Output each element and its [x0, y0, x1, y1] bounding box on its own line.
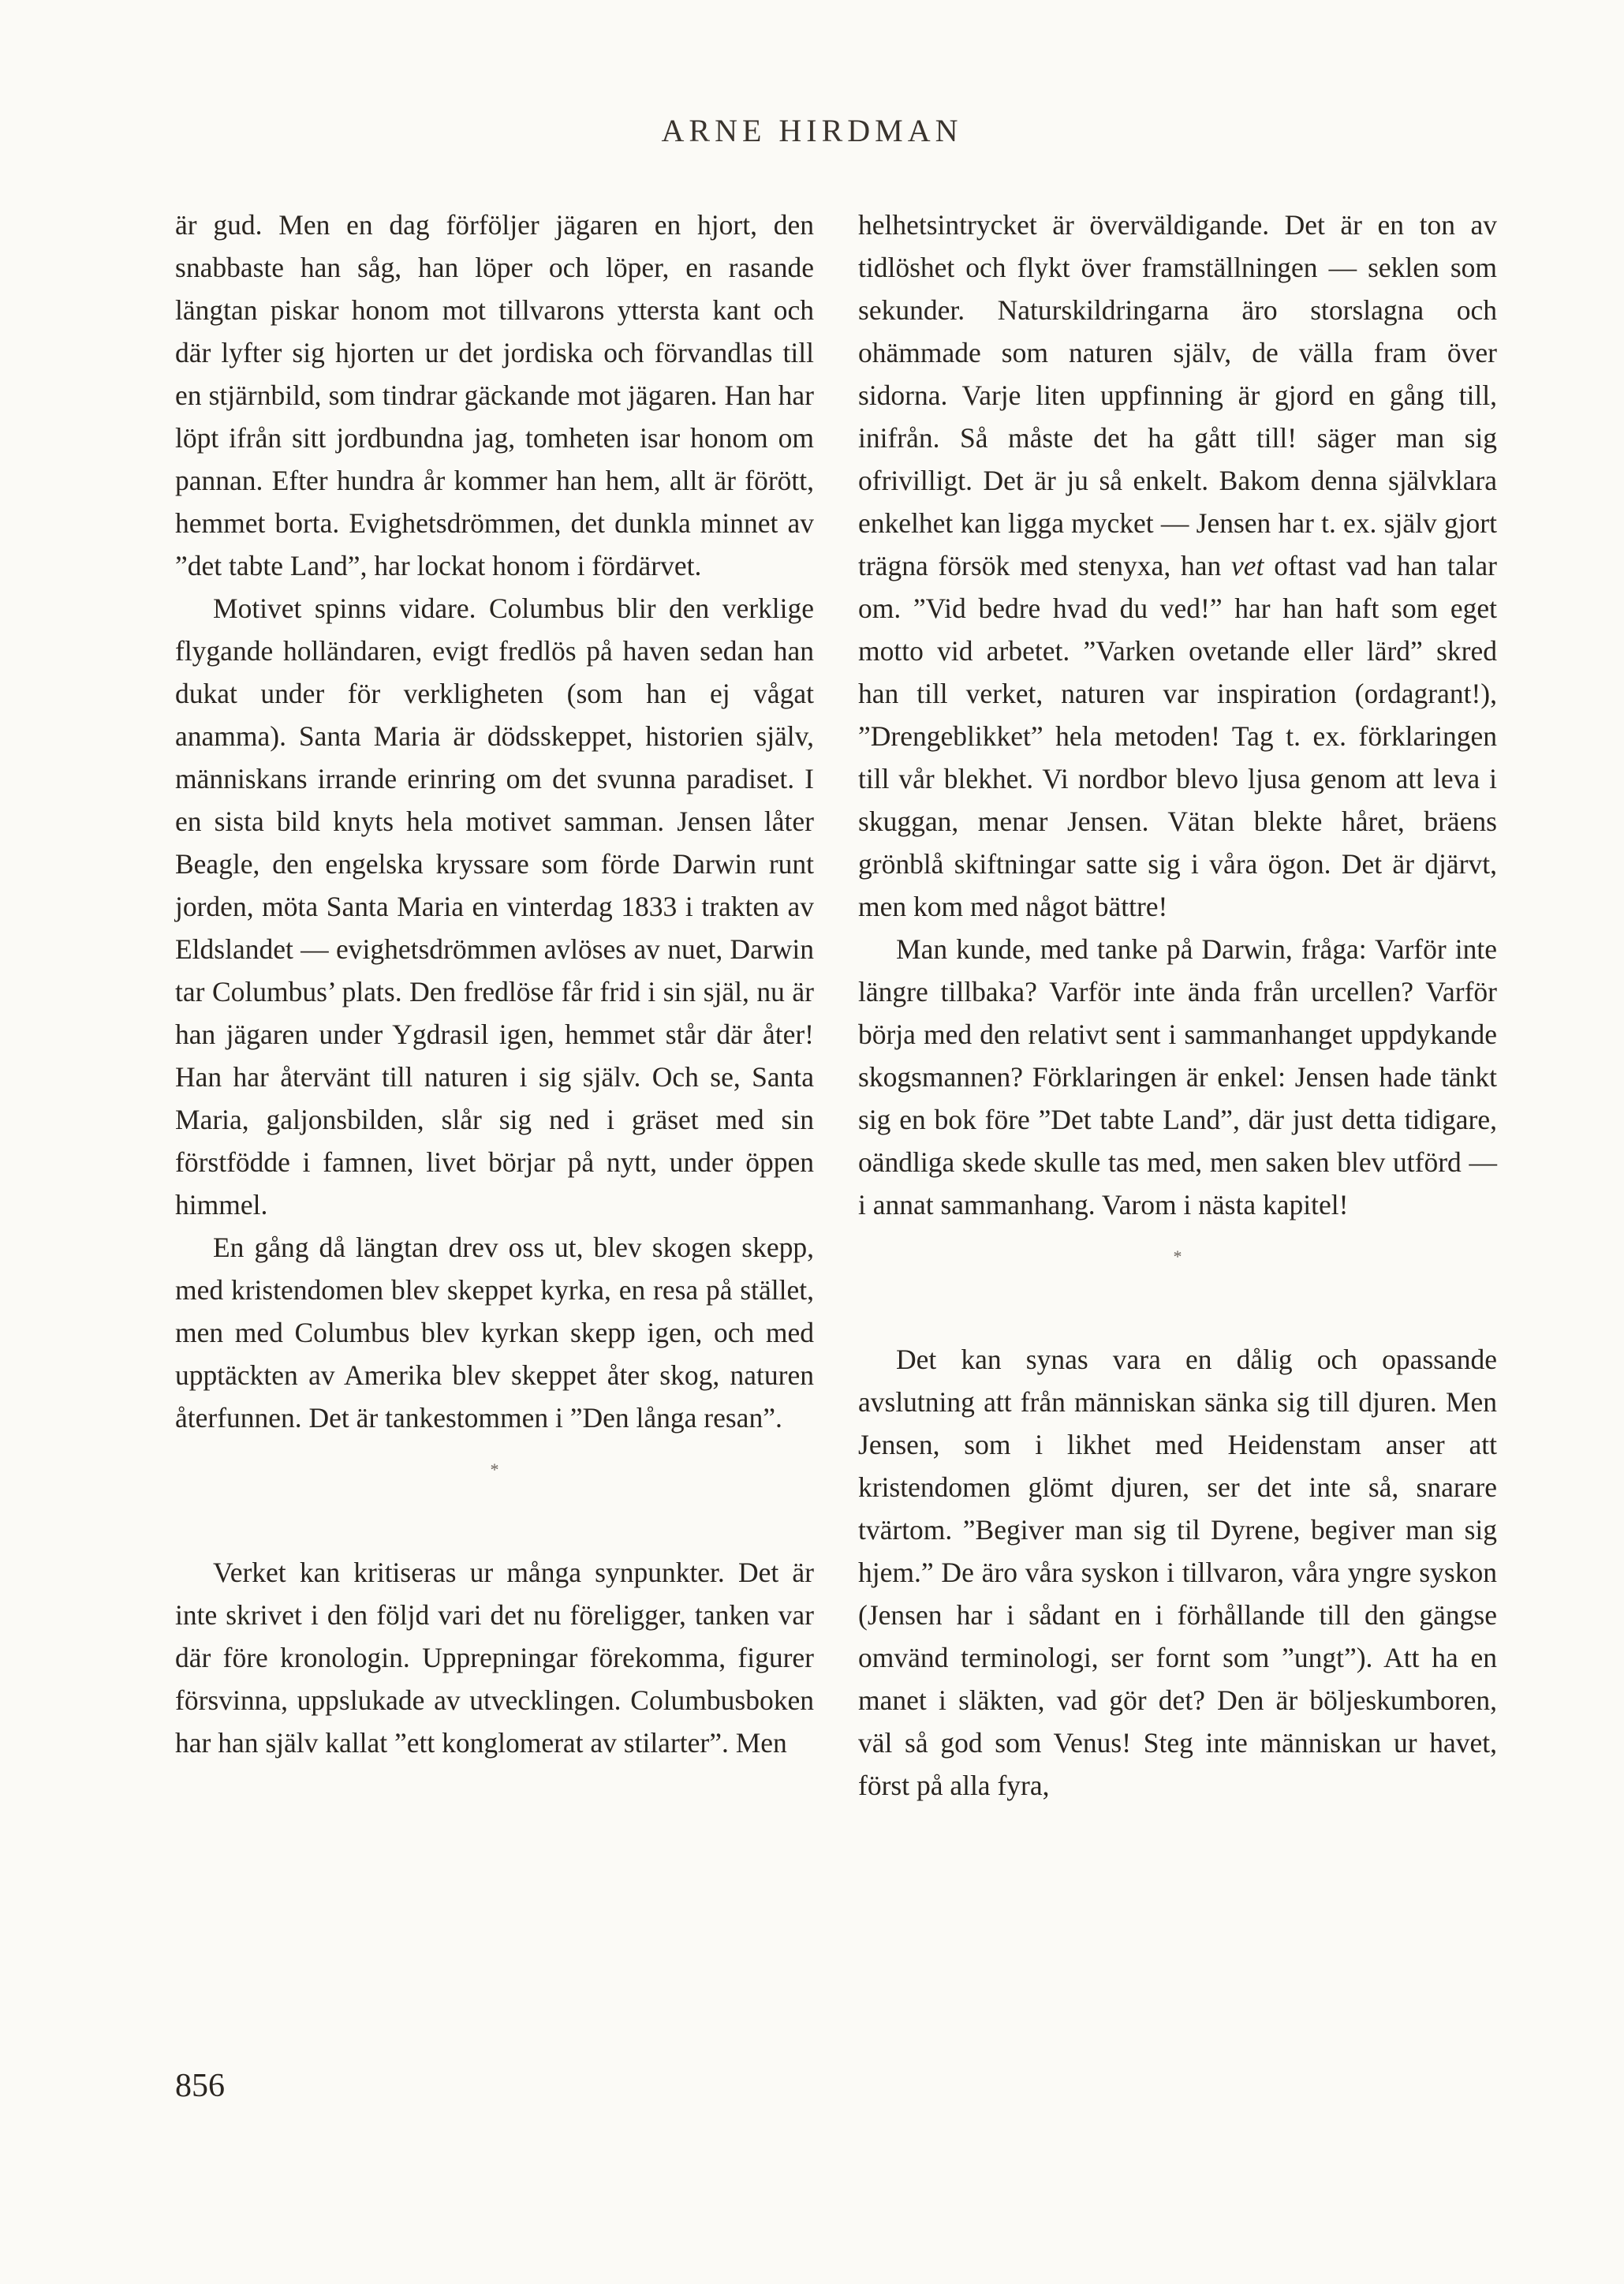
emphasized-word: vet	[1231, 550, 1264, 581]
left-paragraph-4: Verket kan kritiseras ur många synpunkter. Det är inte skrivet i den följd vari det nu föreligger, tanken var där före kronologin. Upprepningar förekomma, figurer försvinna, uppslukade av utvecklingen. Columbusboken har han själv kallat ”ett konglomerat av stilarter”. Men	[175, 1557, 814, 1759]
left-paragraph-1: är gud. Men en dag förföljer jägaren en hjort, den snabbaste han såg, han löper och löper, en rasande längtan piskar honom mot tillvarons yttersta kant och där lyfter sig hjorten ur det jordiska och förvandlas till en stjärnbild, som tindrar gäckande mot jägaren. Han har löpt ifrån sitt jordbundna jag, tomheten isar honom om pannan. Efter hundra år kommer han hem, allt är förött, hemmet borta. Evighetsdrömmen, det dunkla minnet av ”det tabte Land”, har lockat honom i fördärvet.	[175, 209, 814, 581]
right-paragraph-1-text: helhetsintrycket är överväldigande. Det är en ton av tidlöshet och flykt över framställningen — seklen som sekunder. Naturskildringarna äro storslagna och ohämmade som naturen själv, de välla fram över sidorna. Varje liten uppfinning är gjord en gång till, inifrån. Så måste det ha gått till! säger man sig ofrivilligt. Det är ju så enkelt. Bakom denna självklara enkelhet kan ligga mycket — Jensen har t. ex. själv gjort trägna försök med stenyxa, han	[858, 209, 1497, 581]
left-paragraph-3: En gång då längtan drev oss ut, blev skogen skepp, med kristendomen blev skeppet kyrka, en resa på stället, men med Columbus blev kyrkan skepp igen, och med upptäckten av Amerika blev skeppet åter skog, naturen återfunnen. Det är tankestommen i ”Den långa resan”.	[175, 1232, 814, 1434]
section-separator: *	[490, 1460, 499, 1479]
left-paragraph-2: Motivet spinns vidare. Columbus blir den verklige flygande holländaren, evigt fredlös på haven sedan han dukat under för verkligheten (som han ej vågat anamma). Santa Maria är dödsskeppet, historien själv, människans irrande erinring om det svunna paradiset. I en sista bild knyts hela motivet samman. Jensen låter Beagle, den engelska kryssare som förde Darwin runt jorden, möta Santa Maria en vinterdag 1833 i trakten av Eldslandet — evighetsdrömmen avlöses av nuet, Darwin tar Columbus’ plats. Den fredlöse får frid i sin själ, nu är han jägaren under Ygdrasil igen, hemmet står där åter! Han har återvänt till naturen i sig själv. Och se, Santa Maria, galjonsbilden, slår sig ned i gräset med sin förstfödde i famnen, livet börjar på nytt, under öppen himmel.	[175, 592, 814, 1221]
left-column	[175, 204, 814, 1764]
right-paragraph-2: Man kunde, med tanke på Darwin, fråga: Varför inte längre tillbaka? Varför inte ända från urcellen? Varför börja med den relativt sent i sammanhanget uppdykande skogsmannen? Förklaringen är enkel: Jensen hade tänkt sig en bok före ”Det tabte Land”, där just detta tidigare, oändliga skede skulle tas med, men saken blev utförd — i annat sammanhang. Varom i nästa kapitel!	[858, 933, 1497, 1221]
section-gap	[858, 1278, 1497, 1338]
right-column	[858, 204, 1497, 1807]
section-separator: *	[1173, 1247, 1182, 1266]
right-paragraph-1-rest: oftast vad han talar om. ”Vid bedre hvad du ved!” har han haft som eget motto vid arbetet. ”Varken ovetande eller lärd” skred han till verket, naturen var inspiration (ordagrant!), ”Drengeblikket” hela metoden! Tag t. ex. förklaringen till vår blekhet. Vi nordbor blevo ljusa genom att leva i skuggan, menar Jensen. Vätan blekte håret, bräens grönblå skiftningar satte sig i våra ögon. Det är djärvt, men kom med något bättre!	[858, 550, 1497, 922]
right-paragraph-3: Det kan synas vara en dålig och opassande avslutning att från människan sänka sig till djuren. Men Jensen, som i likhet med Heidenstam anser att kristendomen glömt djuren, ser det inte så, snarare tvärtom. ”Begiver man sig til Dyrene, begiver man sig hjem.” De äro våra syskon i tillvaron, våra yngre syskon (Jensen har i sådant en i förhållande till den gängse omvänd terminologi, ser fornt som ”ungt”). Att ha en manet i släkten, vad gör det? Den är böljeskumboren, väl så god som Venus! Steg inte människan ur havet, först på alla fyra,	[858, 1344, 1497, 1801]
right-paragraph-1	[858, 204, 1497, 928]
page-number: 856	[175, 2068, 225, 2104]
section-gap	[175, 1491, 814, 1551]
running-head: ARNE HIRDMAN	[661, 113, 963, 148]
